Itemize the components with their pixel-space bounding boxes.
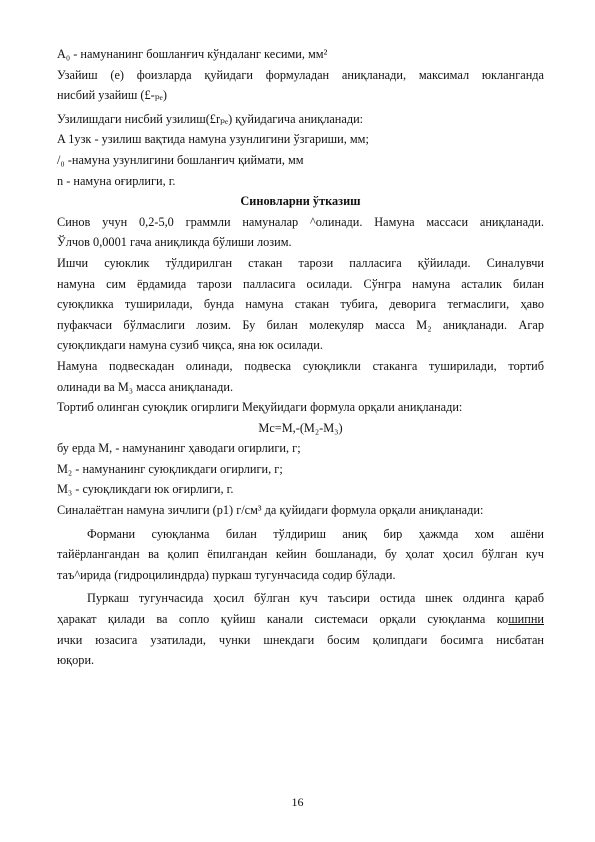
paragraph-line: Синалаётган намуна зичлиги (p1) г/см³ да қуйидаги формула орқали аниқланади: — [57, 503, 484, 518]
definition-line: M₂ - намунанинг суюқликдаги огирлиги, г; — [57, 461, 283, 476]
paragraph-line: Узилишдаги нисбий узилиш(£rₚₑ) қуйидагича аниқланади: — [57, 111, 364, 126]
definition-line: /₀ -намуна узунлигини бошланғич қиймати, мм — [57, 152, 304, 167]
paragraph-line: Синов учун 0,2-5,0 граммли намуналар ^олинади. Намуна массаси аниқланади. — [57, 214, 544, 229]
paragraph-line: суюқликдаги намуна сузиб чиқса, яна юк осилади. — [57, 338, 323, 353]
paragraph-text: ҳаракат қилади ва сопло қуйиш канали системаси орқали суюқланма ко — [57, 612, 509, 627]
paragraph-line: пуфакчаси бўлмаслиги лозим. Бу билан молекуляр масса M₂ аниқланади. Агар — [57, 317, 544, 332]
paragraph-line: таъ^ирида (гидроцилиндрда) пуркаш тугунчасида содир бўлади. — [57, 567, 396, 582]
paragraph-line: олинади ва M₃ масса аниқланади. — [57, 379, 234, 394]
paragraph-line: Ишчи суюклик тўлдирилган стакан тарози палласига қўйилади. Синалувчи — [57, 255, 544, 270]
paragraph-line: намуна сим ёрдамида тарози палласига осилади. Сўнгра намуна асталик билан — [57, 276, 544, 291]
paragraph-line — [57, 609, 544, 630]
underlined-word: шипни — [508, 612, 544, 627]
paragraph-line: суюқликка туширилади, бунда намуна стакан тубига, деворига тегмаслиги, ҳаво — [57, 297, 544, 312]
paragraph-line: Тортиб олинган суюқлик огирлиги Mеқуйидаги формула орқали аниқланади: — [57, 400, 463, 415]
section-heading: Синовларни ўтказиш — [240, 194, 361, 209]
page-number: 16 — [291, 795, 304, 809]
definition-line: бу ерда M, - намунанинг ҳаводаги огирлиги, г; — [57, 441, 301, 456]
paragraph-line: Формани суюқланма билан тўлдириш аниқ бир ҳажмда хом ашёни — [87, 526, 544, 541]
paragraph-line: Намуна подвескадан олинади, подвеска суюқликли стаканга туширилади, тортиб — [57, 358, 544, 373]
formula: Mc=M,-(M₂-M₃) — [258, 420, 343, 435]
page-body — [57, 44, 544, 671]
definition-line: M₃ - суюқликдаги юк оғирлиги, г. — [57, 482, 234, 497]
definition-line: n - намуна оғирлиги, г. — [57, 173, 176, 188]
paragraph-line: ички юзасига узатилади, чунки шнекдаги босим қолипдаги босимга нисбатан — [57, 632, 544, 647]
paragraph-line: Ўлчов 0,0001 гача аниқликда бўлиши лозим. — [57, 235, 292, 250]
paragraph-line: тайёрлангандан ва қолип ёпилгандан кейин бошланади, бу ҳолат ҳосил бўлган куч — [57, 547, 544, 562]
paragraph-line: нисбий узайиш (£-ₚₑ) — [57, 88, 167, 103]
definition-line: A 1узк - узилиш вақтида намуна узунлигини ўзгариши, мм; — [57, 132, 369, 147]
paragraph-line: Узайиш (е) фоизларда қуйидаги формуладан аниқланади, максимал юкланганда — [57, 67, 544, 82]
paragraph-line: Пуркаш тугунчасида ҳосил бўлган куч таъсири остида шнек олдинга қараб — [87, 591, 544, 606]
definition-line: A₀ - намунанинг бошланғич кўндаланг кесими, мм² — [57, 47, 328, 61]
paragraph-line: юқори. — [57, 653, 95, 668]
